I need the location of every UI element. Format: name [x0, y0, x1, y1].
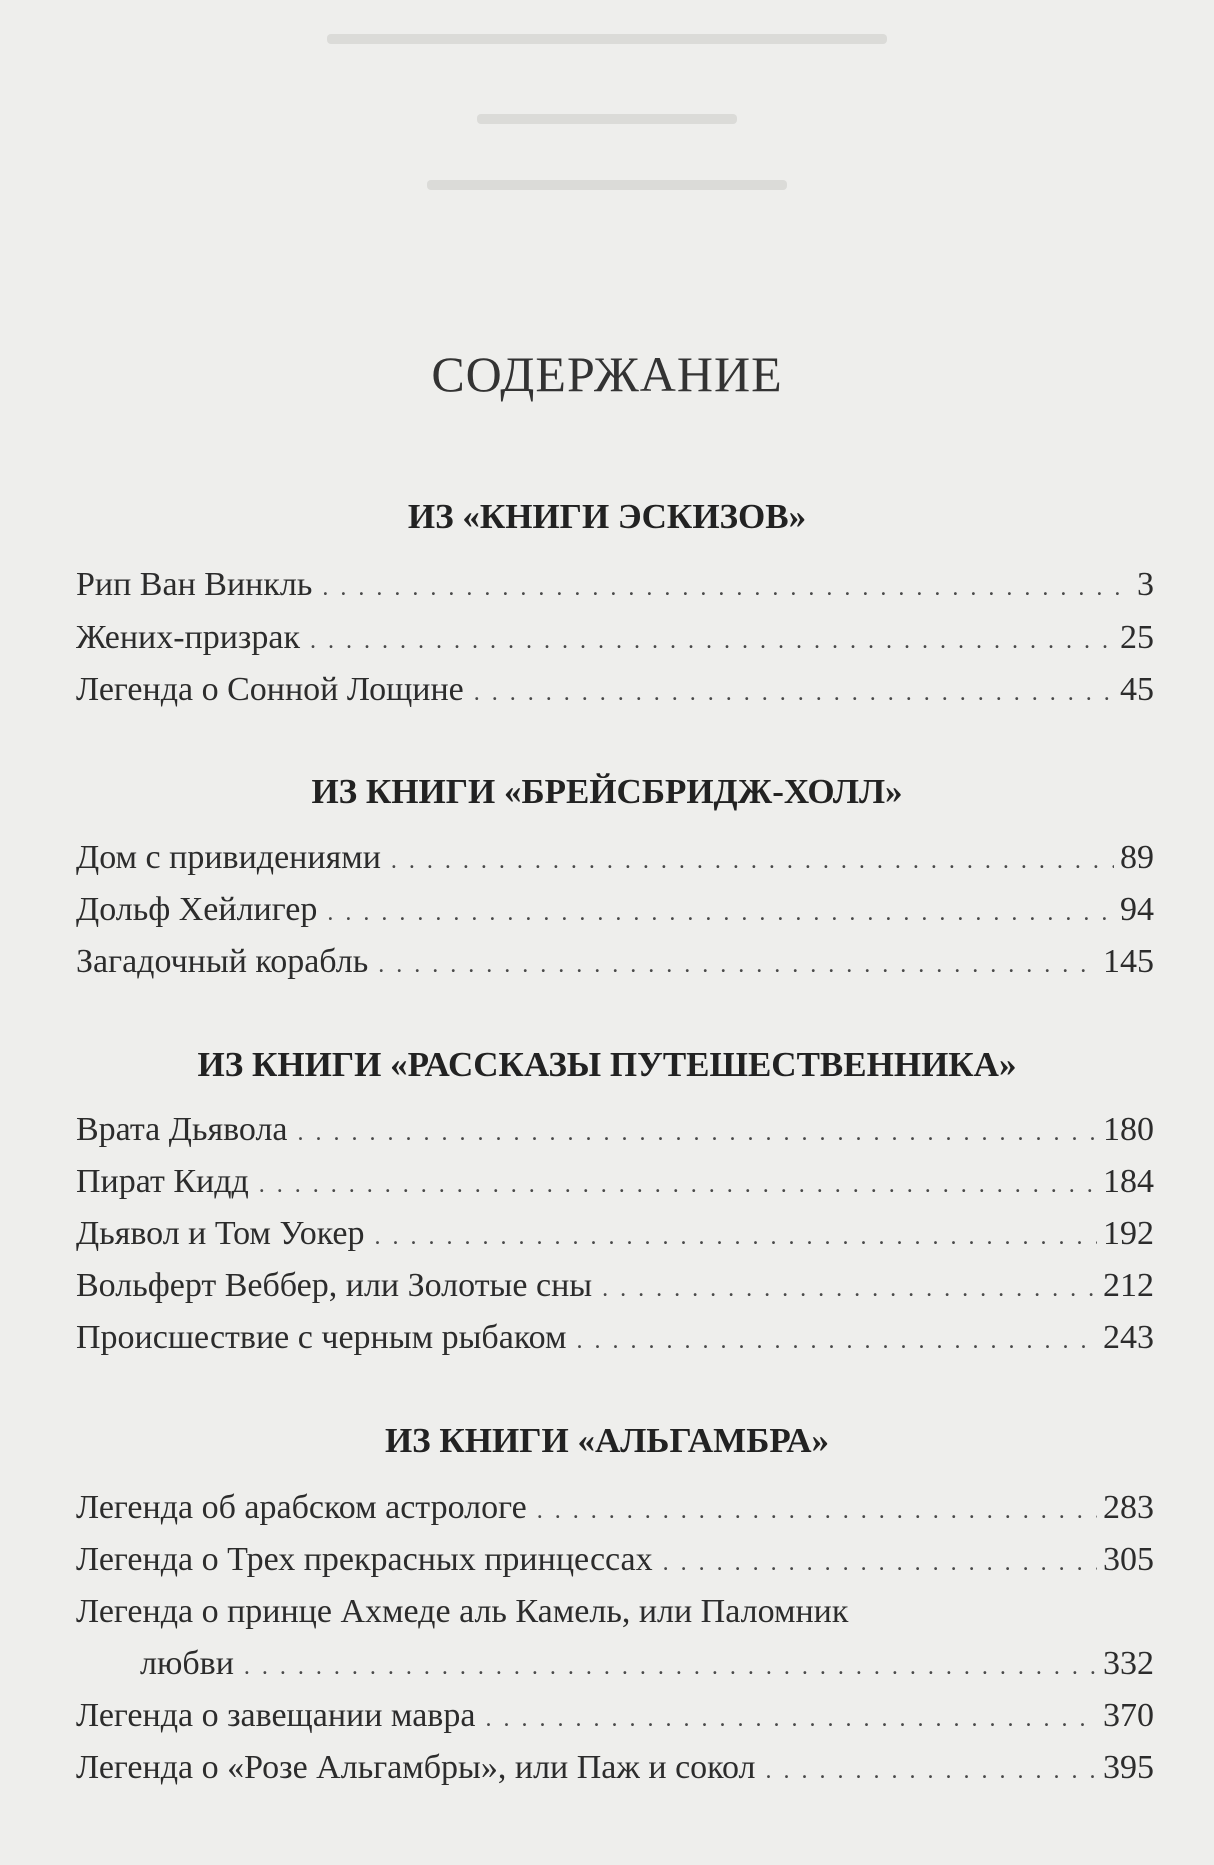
entry-page: 184: [1103, 1163, 1154, 1200]
entry-title: Рип Ван Винкль: [76, 566, 313, 603]
entry-title: Происшествие с черным рыбаком: [76, 1319, 567, 1356]
section-heading: ИЗ КНИГИ «РАССКАЗЫ ПУТЕШЕСТВЕННИКА»: [197, 1045, 1017, 1084]
dot-leader: [310, 621, 1114, 661]
dot-leader: [602, 1269, 1097, 1309]
dot-leader: [322, 568, 1131, 608]
toc-entry: [76, 1696, 1154, 1739]
dot-leader: [259, 1165, 1097, 1205]
entry-title: Загадочный корабль: [76, 943, 369, 980]
entry-page: 370: [1103, 1697, 1154, 1734]
entry-title: Пират Кидд: [76, 1163, 249, 1200]
dot-leader: [298, 1113, 1097, 1153]
entry-title-continuation: любви: [140, 1645, 234, 1682]
entry-page: 212: [1103, 1267, 1154, 1304]
toc-entry: [76, 1748, 1154, 1791]
toc-entry: [76, 1266, 1154, 1309]
entry-page: 180: [1103, 1111, 1154, 1148]
dot-leader: [244, 1647, 1097, 1687]
dot-leader: [766, 1751, 1098, 1791]
entry-title: Вольферт Веббер, или Золотые сны: [76, 1267, 593, 1304]
entry-page: 283: [1103, 1489, 1154, 1526]
entry-page: 45: [1120, 671, 1154, 708]
toc-entry: [76, 565, 1154, 608]
entry-title: Врата Дьявола: [76, 1111, 288, 1148]
toc-entry: [76, 942, 1154, 985]
entry-page: 395: [1103, 1749, 1154, 1786]
entry-page: 94: [1120, 891, 1154, 928]
section-heading: ИЗ КНИГИ «БРЕЙСБРИДЖ-ХОЛЛ»: [311, 772, 903, 811]
dot-leader: [391, 841, 1114, 881]
entry-page: 305: [1103, 1541, 1154, 1578]
dot-leader: [537, 1491, 1097, 1531]
dot-leader: [327, 893, 1114, 933]
entry-title: Дом с привидениями: [76, 839, 381, 876]
toc-entry: [76, 670, 1154, 713]
dot-leader: [474, 673, 1114, 713]
show-through-line: [427, 180, 787, 190]
toc-entry: [76, 890, 1154, 933]
toc-entry: [76, 1540, 1154, 1583]
section-heading: ИЗ «КНИГИ ЭСКИЗОВ»: [407, 497, 807, 536]
entry-page: 89: [1120, 839, 1154, 876]
page-title: СОДЕРЖАНИЕ: [431, 346, 783, 402]
entry-page: 145: [1103, 943, 1154, 980]
entry-page: 243: [1103, 1319, 1154, 1356]
dot-leader: [485, 1699, 1097, 1739]
entry-page: 3: [1137, 566, 1154, 603]
entry-title: Легенда о принце Ахмеде аль Камель, или Паломник: [76, 1593, 849, 1630]
show-through-line: [477, 114, 737, 124]
entry-title: Легенда о завещании мавра: [76, 1697, 476, 1734]
entry-page: 25: [1120, 619, 1154, 656]
dot-leader: [576, 1321, 1097, 1361]
toc-entry: [76, 1318, 1154, 1361]
entry-title: Дьявол и Том Уокер: [76, 1215, 365, 1252]
entry-title: Легенда о «Розе Альгамбры», или Паж и сокол: [76, 1749, 756, 1786]
toc-entry: [76, 1110, 1154, 1153]
toc-entry: [76, 618, 1154, 661]
entry-title: Дольф Хейлигер: [76, 891, 318, 928]
toc-entry: [76, 1162, 1154, 1205]
toc-entry: [76, 1214, 1154, 1257]
entry-title: Легенда об арабском астрологе: [76, 1489, 527, 1526]
toc-entry: [140, 1644, 1154, 1687]
dot-leader: [374, 1217, 1097, 1257]
entry-title: Легенда о Сонной Лощине: [76, 671, 464, 708]
entry-page: 192: [1103, 1215, 1154, 1252]
entry-title: Легенда о Трех прекрасных принцессах: [76, 1541, 653, 1578]
show-through-line: [327, 34, 887, 44]
entry-page: 332: [1103, 1645, 1154, 1682]
dot-leader: [663, 1543, 1097, 1583]
section-heading: ИЗ КНИГИ «АЛЬГАМБРА»: [384, 1421, 830, 1460]
dot-leader: [378, 945, 1097, 985]
toc-entry: [76, 1488, 1154, 1531]
entry-title: Жених-призрак: [76, 619, 300, 656]
toc-entry: [76, 838, 1154, 881]
